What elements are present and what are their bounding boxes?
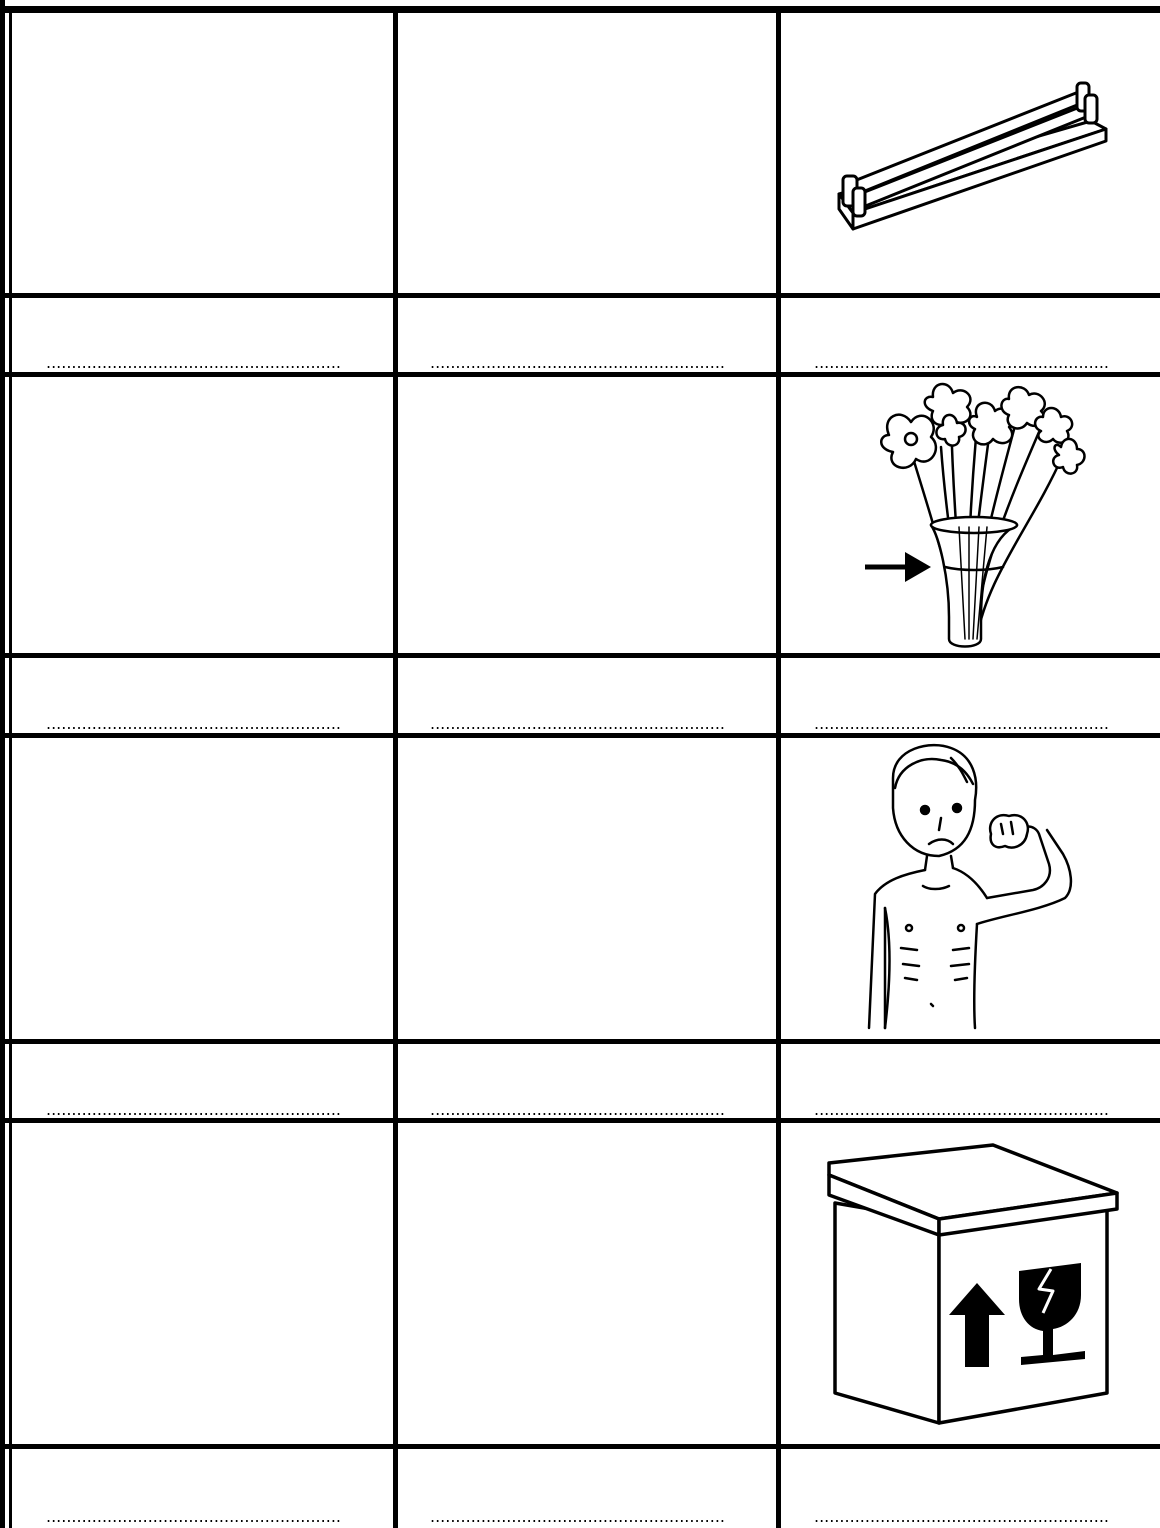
grid-line: [0, 6, 1160, 13]
answer-line[interactable]: ..........................................................: [814, 1102, 1109, 1118]
picture-cell: [12, 13, 393, 293]
answer-line[interactable]: ..........................................................: [46, 716, 341, 732]
picture-cell: [781, 738, 1160, 1039]
picture-cell: [398, 13, 776, 293]
answer-cell[interactable]: [398, 658, 776, 733]
answer-line[interactable]: ..........................................................: [46, 1102, 341, 1118]
picture-cell: [781, 377, 1160, 653]
answer-cell[interactable]: [12, 1044, 393, 1118]
picture-cell: [12, 377, 393, 653]
answer-line[interactable]: ..........................................................: [814, 1509, 1109, 1525]
answer-line[interactable]: ..........................................................: [430, 355, 725, 371]
answer-cell[interactable]: [781, 1449, 1160, 1528]
answer-cell[interactable]: [781, 1044, 1160, 1118]
grid-line: [0, 0, 5, 1528]
picture-cell: [398, 1123, 776, 1444]
picture-cell: [398, 738, 776, 1039]
answer-line[interactable]: ..........................................................: [430, 716, 725, 732]
answer-line[interactable]: ..........................................................: [430, 1102, 725, 1118]
picture-cell: [781, 1123, 1160, 1444]
answer-line[interactable]: ..........................................................: [46, 355, 341, 371]
answer-cell[interactable]: [12, 1449, 393, 1528]
answer-cell[interactable]: [398, 1449, 776, 1528]
answer-line[interactable]: ..........................................................: [430, 1509, 725, 1525]
answer-line[interactable]: ..........................................................: [814, 355, 1109, 371]
answer-cell[interactable]: [12, 298, 393, 372]
answer-cell[interactable]: [398, 298, 776, 372]
answer-line[interactable]: ..........................................................: [814, 716, 1109, 732]
picture-cell: [398, 377, 776, 653]
fluorescent-tube-light-icon: [781, 13, 1160, 293]
picture-cell: [781, 13, 1160, 293]
boy-flexing-arm-icon: [781, 738, 1160, 1039]
picture-cell: [12, 738, 393, 1039]
answer-line[interactable]: ..........................................................: [46, 1509, 341, 1525]
answer-cell[interactable]: [781, 658, 1160, 733]
answer-cell[interactable]: [781, 298, 1160, 372]
answer-cell[interactable]: [398, 1044, 776, 1118]
flower-vase-icon: [781, 377, 1160, 653]
fragile-box-icon: [781, 1123, 1160, 1444]
answer-cell[interactable]: [12, 658, 393, 733]
picture-cell: [12, 1123, 393, 1444]
